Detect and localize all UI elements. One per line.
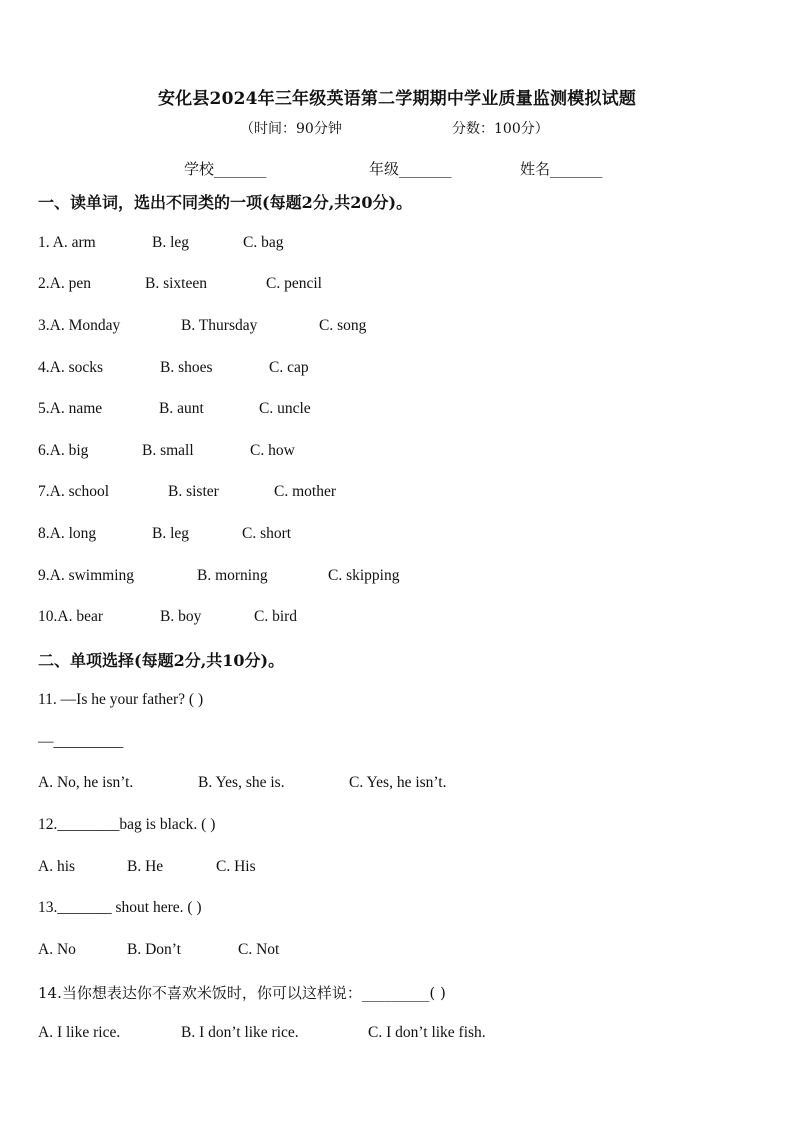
question-option-c: C. bird <box>254 608 298 625</box>
question-stem: 11. —Is he your father? ( ) <box>38 691 204 708</box>
school-field: 学校_______ <box>184 160 267 178</box>
question-stem: 13._______ shout here. ( ) <box>38 899 202 916</box>
question-option-a: A. I like rice. <box>38 1024 121 1041</box>
question-option-b: B. I don’t like rice. <box>181 1024 299 1041</box>
question-option-c: C. short <box>242 525 292 542</box>
question-option-b: B. aunt <box>159 400 204 417</box>
question-option-c: C. pencil <box>266 275 322 292</box>
question-option-a: 10.A. bear <box>38 608 103 625</box>
name-field: 姓名_______ <box>520 160 603 178</box>
question-option-b: B. Don’t <box>127 941 181 958</box>
exam-title: 安化县2024年三年级英语第二学期期中学业质量监测模拟试题 <box>157 89 637 109</box>
question-option-a: 6.A. big <box>38 442 89 459</box>
question-option-a: 3.A. Monday <box>38 317 121 334</box>
question-option-a: 4.A. socks <box>38 359 104 376</box>
question-option-a: 1. A. arm <box>38 234 96 251</box>
question-option-c: C. His <box>216 858 256 875</box>
question-option-b: B. small <box>142 442 194 459</box>
question-option-a: 5.A. name <box>38 400 103 417</box>
answer-blank: —_________ <box>38 733 124 750</box>
question-option-b: B. sister <box>168 483 219 500</box>
section-1-heading: 一、读单词，选出不同类的一项(每题2分,共20分)。 <box>38 193 413 212</box>
question-option-c: C. skipping <box>328 567 400 584</box>
question-option-a: 2.A. pen <box>38 275 91 292</box>
question-option-c: C. bag <box>243 234 284 251</box>
question-option-b: B. leg <box>152 234 190 251</box>
question-option-a: 9.A. swimming <box>38 567 135 584</box>
question-option-b: B. morning <box>197 567 268 584</box>
question-option-a: A. his <box>38 858 76 875</box>
question-stem: 12.________bag is black. ( ) <box>38 816 216 833</box>
question-option-c: C. mother <box>274 483 336 500</box>
question-option-b: B. boy <box>160 608 202 625</box>
question-option-a: 7.A. school <box>38 483 110 500</box>
question-option-b: B. He <box>127 858 164 875</box>
question-option-b: B. sixteen <box>145 275 207 292</box>
grade-field: 年级_______ <box>369 160 452 178</box>
question-option-b: B. Thursday <box>181 317 258 334</box>
question-option-a: A. No, he isn’t. <box>38 774 134 791</box>
section-2-heading: 二、单项选择(每题2分,共10分)。 <box>38 651 285 670</box>
question-option-c: C. I don’t like fish. <box>368 1024 486 1041</box>
question-option-b: B. Yes, she is. <box>198 774 285 791</box>
question-stem: 14.当你想表达你不喜欢米饭时，你可以这样说：_________( ) <box>38 984 446 1002</box>
question-option-b: B. shoes <box>160 359 213 376</box>
question-option-c: C. song <box>319 317 367 334</box>
question-option-b: B. leg <box>152 525 190 542</box>
question-option-c: C. uncle <box>259 400 311 417</box>
question-option-c: C. cap <box>269 359 309 376</box>
question-option-c: C. how <box>250 442 295 459</box>
question-option-a: A. No <box>38 941 76 958</box>
question-option-a: 8.A. long <box>38 525 97 542</box>
exam-time: （时间：90分钟 <box>240 121 342 137</box>
question-option-c: C. Not <box>238 941 280 958</box>
exam-score: 分数：100分） <box>452 121 549 137</box>
question-option-c: C. Yes, he isn’t. <box>349 774 447 791</box>
